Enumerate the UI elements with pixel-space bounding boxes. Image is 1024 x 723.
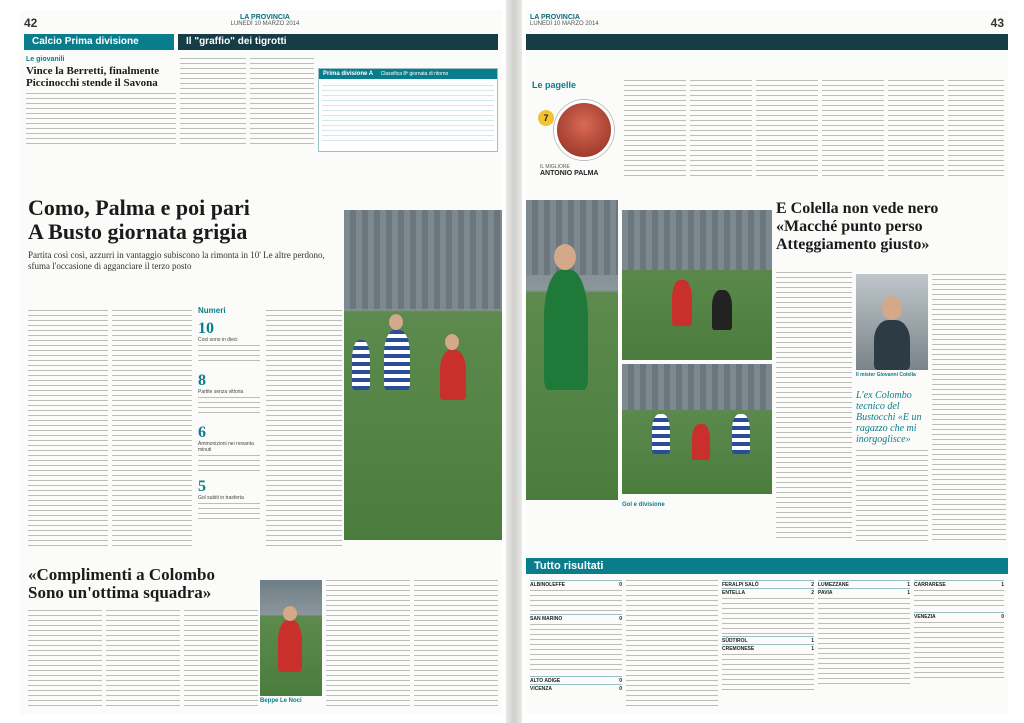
stat-4: 5 Gol subiti in trasferta	[198, 479, 260, 519]
standings-rows	[319, 79, 497, 143]
match-photo-mid-right	[622, 364, 772, 494]
stat-2: 8 Partite senza vittoria	[198, 373, 260, 417]
masthead-right: LA PROVINCIA LUNEDÌ 10 MARZO 2014	[530, 14, 599, 27]
results-col-4	[818, 580, 910, 690]
match-photo-center	[526, 200, 618, 500]
main-subhead: Partita così così, azzurri in vantaggio subiscono la rimonta in 10' Le altre perdono, sfuma l'occasione di agganciare il terzo posto	[28, 250, 325, 271]
result-row: ENTELLA 2	[722, 590, 814, 596]
numeri-box	[198, 306, 260, 519]
result-row: SÜDTIROL 1	[722, 638, 814, 644]
giovanili-body-col2	[180, 58, 246, 144]
result-row: LUMEZZANE 1	[818, 582, 910, 588]
player-como-1	[384, 330, 410, 390]
pagelle-label: IL MIGLIORE	[540, 164, 570, 170]
article-col-1	[28, 310, 108, 550]
match-photo-top-right	[622, 210, 772, 360]
colella-headline: E Colella non vede nero «Macché punto perso Atteggiamento giusto»	[776, 200, 939, 253]
page-number-left: 42	[24, 16, 38, 30]
colella-photo	[856, 274, 928, 370]
bottom-col-2	[106, 610, 180, 710]
player-palma	[544, 270, 588, 390]
results-col-3	[722, 580, 814, 696]
result-row: VENEZIA 0	[914, 614, 1004, 620]
article-col-4	[266, 310, 342, 550]
results-col-5	[914, 580, 1004, 684]
pagelle-col-1	[624, 80, 686, 180]
main-headline: Como, Palma e poi pari A Busto giornata grigia	[28, 195, 250, 244]
stat-3: 6 Ammonizioni nei novanta minuti	[198, 425, 260, 471]
article-col-2	[112, 310, 192, 550]
gol-caption: Gol e divisione	[622, 502, 665, 508]
giovanili-article	[26, 56, 176, 145]
pagelle-name: ANTONIO PALMA	[540, 170, 599, 177]
results-col-2	[626, 580, 718, 710]
giovanili-body	[26, 93, 176, 145]
result-row: VICENZA 0	[530, 686, 622, 692]
coach-photo	[260, 580, 322, 696]
colella-col-1	[776, 272, 852, 542]
right-section-bar	[526, 34, 1008, 50]
watermark-left: IL MUSEO DELLE MERAVIGLIE	[370, 310, 499, 317]
player-busto-1	[440, 350, 466, 400]
pagelle-photo	[554, 100, 614, 160]
results-bar: Tutto risultati	[526, 558, 1008, 574]
pagelle-box	[532, 80, 624, 90]
section-subtitle-bar: Il "graffio" dei tigrotti	[178, 34, 498, 50]
pagelle-col-3	[756, 80, 818, 180]
result-row: CARRARESE 1	[914, 582, 1004, 588]
right-page	[526, 10, 1008, 715]
masthead-left: LA PROVINCIA LUNEDÌ 10 MARZO 2014	[230, 14, 300, 27]
pagelle-col-6	[948, 80, 1004, 180]
page-number-right: 43	[990, 16, 1004, 30]
left-page	[20, 10, 502, 715]
pagelle-col-5	[888, 80, 944, 180]
giovanili-headline: Vince la Berretti, finalmente Piccinocchi stende il Savona	[26, 65, 160, 89]
colella-col-2	[856, 450, 928, 542]
giovanili-kicker: Le giovanili	[26, 56, 65, 63]
result-row: ALTO ADIGE 0	[530, 678, 622, 684]
bottom-headline: «Complimenti a Colombo Sono un'ottima squadra»	[28, 565, 215, 602]
standings-table	[318, 68, 498, 152]
result-row: SAN MARINO 0	[530, 616, 622, 622]
standings-header: Prima divisione A Classifica 8ª giornata di ritorno	[319, 69, 497, 79]
stat-1: 10 Così sono in dieci	[198, 321, 260, 365]
bottom-col-5	[414, 580, 498, 710]
result-row: ALBINOLEFFE 0	[530, 582, 622, 588]
pagelle-col-4	[822, 80, 884, 180]
colella-photo-caption: Il mister Giovanni Colella	[856, 372, 916, 378]
colella-quote: L'ex Colombo tecnico del Bustocchi «E un ragazzo che mi inorgoglisce»	[856, 390, 922, 445]
giovanili-body-col3	[250, 58, 314, 144]
player-como-2	[352, 340, 370, 390]
pagelle-title: Le pagelle	[532, 80, 577, 90]
numeri-title: Numeri	[198, 306, 226, 315]
result-row: PAVIA 1	[818, 590, 910, 596]
pagelle-vote-badge: 7	[538, 110, 554, 126]
pagelle-col-2	[690, 80, 752, 180]
coach-photo-caption: Beppe Le Noci	[260, 698, 302, 704]
colella-col-3	[932, 274, 1006, 542]
result-row: FERALPI SALÒ 2	[722, 582, 814, 588]
result-row: CREMONESE 1	[722, 646, 814, 652]
results-col-1	[530, 580, 622, 692]
page-gutter	[506, 0, 522, 723]
match-photo-left	[344, 210, 502, 540]
bottom-col-4	[326, 580, 410, 710]
bottom-col-3	[184, 610, 258, 710]
section-title-bar: Calcio Prima divisione	[24, 34, 174, 50]
bottom-col-1	[28, 610, 102, 710]
